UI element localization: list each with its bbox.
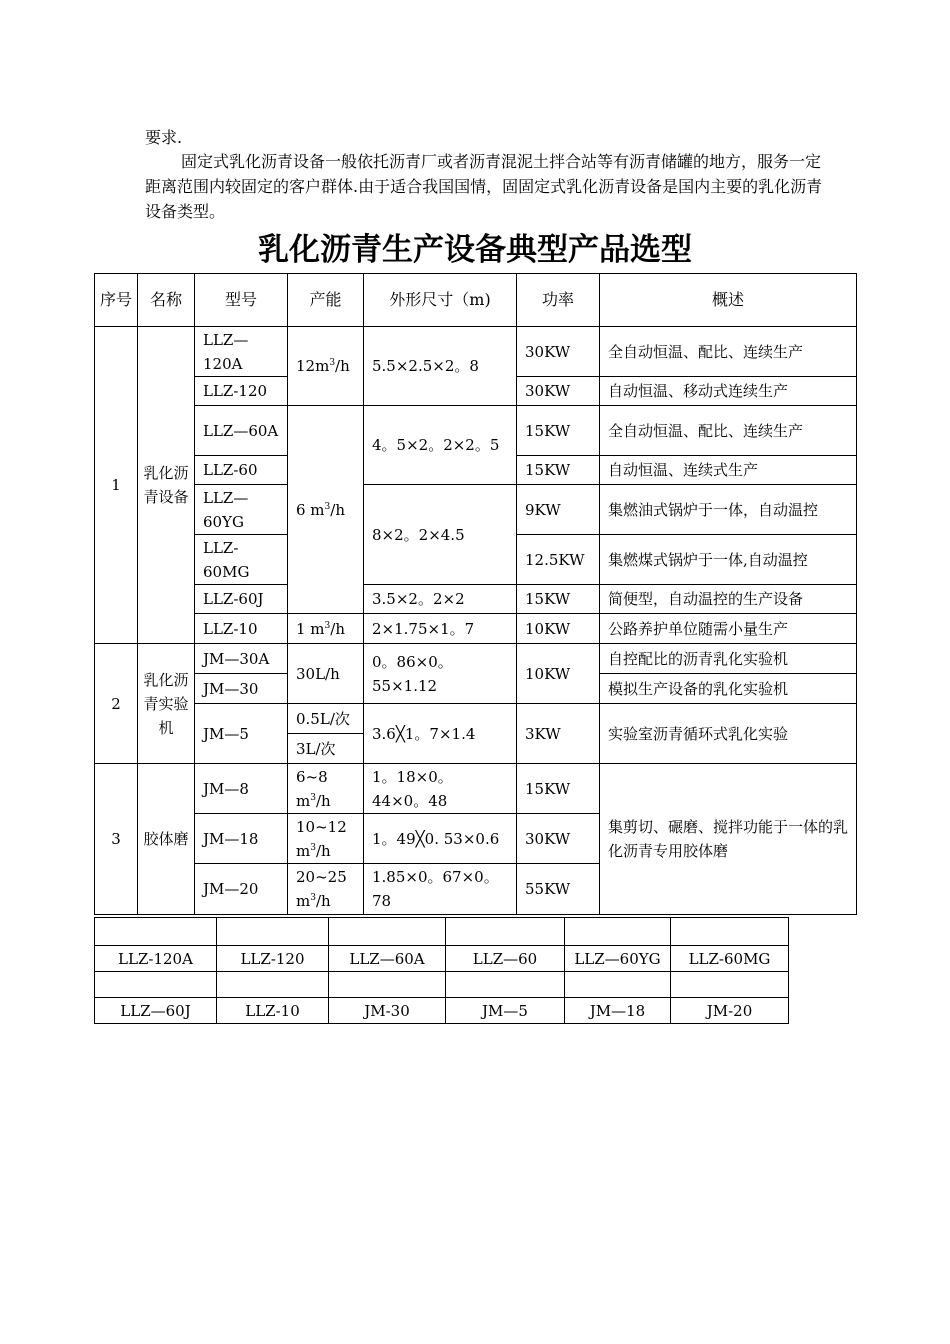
size-cell: 1.85×0。67×0。78	[364, 864, 517, 915]
desc-cell: 自动恒温、连续式生产	[600, 456, 857, 485]
model-cell: JM—5	[195, 704, 288, 764]
desc-cell: 自动恒温、移动式连续生产	[600, 377, 857, 406]
group-name: 乳化沥青设备	[138, 327, 195, 644]
model-cell: JM—8	[195, 764, 288, 814]
size-cell: 3.6╳1。7×1.4	[364, 704, 517, 764]
power-cell: 9KW	[517, 485, 600, 535]
image-cell	[217, 972, 329, 998]
power-cell: 15KW	[517, 764, 600, 814]
power-cell: 15KW	[517, 585, 600, 614]
image-cell	[671, 918, 789, 946]
page-title: 乳化沥青生产设备典型产品选型	[258, 232, 692, 268]
model-cell: JM—30	[195, 674, 288, 704]
model-cell: LLZ-60MG	[195, 535, 288, 585]
intro-paragraph: 固定式乳化沥青设备一般依托沥青厂或者沥青混泥土拌合站等有沥青储罐的地方，服务一定距离范围内较固定的客户群体.由于适合我国国情，固固定式乳化沥青设备是国内主要的乳化沥青设备类型。	[145, 152, 823, 221]
size-cell: 8×2。2×4.5	[364, 485, 517, 585]
size-cell: 1。49╳0. 53×0.6	[364, 814, 517, 864]
power-cell: 30KW	[517, 377, 600, 406]
table-row	[95, 704, 857, 734]
desc-cell: 公路养护单位随需小量生产	[600, 614, 857, 644]
model-cell: JM—30A	[195, 644, 288, 674]
image-cell	[446, 972, 565, 998]
intro-line: 要求.	[145, 128, 183, 147]
model-label: JM-20	[671, 998, 789, 1024]
table-row	[95, 644, 857, 674]
header-size: 外形尺寸（m)	[364, 274, 517, 327]
model-label: JM-30	[329, 998, 446, 1024]
group-no: 2	[95, 644, 138, 764]
image-cell	[329, 918, 446, 946]
image-cell	[565, 918, 671, 946]
model-label: LLZ-10	[217, 998, 329, 1024]
group-no: 3	[95, 764, 138, 915]
power-cell: 3KW	[517, 704, 600, 764]
image-cell	[446, 918, 565, 946]
model-label: LLZ—60	[446, 946, 565, 972]
group-name: 胶体磨	[138, 764, 195, 915]
desc-cell: 实验室沥青循环式乳化实验	[600, 704, 857, 764]
grid-blank-row	[95, 972, 789, 998]
table-row	[95, 614, 857, 644]
power-cell: 55KW	[517, 864, 600, 915]
model-cell: LLZ—60YG	[195, 485, 288, 535]
power-cell: 10KW	[517, 644, 600, 704]
size-cell: 1。18×0。44×0。48	[364, 764, 517, 814]
table-header-row	[95, 274, 857, 327]
table-row	[95, 764, 857, 814]
size-cell: 3.5×2。2×2	[364, 585, 517, 614]
capacity-cell: 3L/次	[288, 734, 364, 764]
desc-cell: 全自动恒温、配比、连续生产	[600, 406, 857, 456]
model-label: LLZ-120A	[95, 946, 217, 972]
model-cell: JM—18	[195, 814, 288, 864]
power-cell: 12.5KW	[517, 535, 600, 585]
image-cell	[95, 972, 217, 998]
model-label: LLZ—60A	[329, 946, 446, 972]
desc-cell: 集燃煤式锅炉于一体,自动温控	[600, 535, 857, 585]
desc-cell: 模拟生产设备的乳化实验机	[600, 674, 857, 704]
image-cell	[671, 972, 789, 998]
desc-cell: 简便型，自动温控的生产设备	[600, 585, 857, 614]
capacity-cell: 6~8 $m^3/h$	[288, 764, 364, 814]
header-power: 功率	[517, 274, 600, 327]
capacity-cell: 1 $m^3/h$	[288, 614, 364, 644]
group-no: 1	[95, 327, 138, 644]
power-cell: 15KW	[517, 406, 600, 456]
size-cell: 5.5×2.5×2。8	[364, 327, 517, 406]
model-cell: JM—20	[195, 864, 288, 915]
product-table	[94, 273, 857, 915]
power-cell: 30KW	[517, 814, 600, 864]
desc-cell: 全自动恒温、配比、连续生产	[600, 327, 857, 377]
model-image-grid	[94, 917, 789, 1024]
capacity-cell: 10~12 $m^3/h$	[288, 814, 364, 864]
capacity-cell: 6 $m^3/h$	[288, 406, 364, 614]
grid-label-row	[95, 998, 789, 1024]
group-name: 乳化沥青实验机	[138, 644, 195, 764]
header-desc: 概述	[600, 274, 857, 327]
image-cell	[95, 918, 217, 946]
header-name: 名称	[138, 274, 195, 327]
image-cell	[217, 918, 329, 946]
size-cell: 4。5×2。2×2。5	[364, 406, 517, 485]
table-row	[95, 406, 857, 456]
model-cell: LLZ-10	[195, 614, 288, 644]
image-cell	[565, 972, 671, 998]
model-label: LLZ-60MG	[671, 946, 789, 972]
table-row	[95, 327, 857, 377]
table-row	[95, 485, 857, 535]
header-model: 型号	[195, 274, 288, 327]
header-capacity: 产能	[288, 274, 364, 327]
desc-cell: 集剪切、碾磨、搅拌功能于一体的乳化沥青专用胶体磨	[600, 764, 857, 915]
table-row	[95, 585, 857, 614]
capacity-cell: 30L/h	[288, 644, 364, 704]
model-cell: LLZ—60A	[195, 406, 288, 456]
header-no: 序号	[95, 274, 138, 327]
grid-label-row	[95, 946, 789, 972]
model-cell: LLZ-60J	[195, 585, 288, 614]
power-cell: 30KW	[517, 327, 600, 377]
size-cell: 0。86×0。55×1.12	[364, 644, 517, 704]
desc-cell: 集燃油式锅炉于一体，自动温控	[600, 485, 857, 535]
model-label: LLZ-120	[217, 946, 329, 972]
model-cell: LLZ-120	[195, 377, 288, 406]
capacity-cell: 0.5L/次	[288, 704, 364, 734]
model-label: JM—18	[565, 998, 671, 1024]
grid-blank-row	[95, 918, 789, 946]
model-label: JM—5	[446, 998, 565, 1024]
model-cell: LLZ-60	[195, 456, 288, 485]
model-label: LLZ—60YG	[565, 946, 671, 972]
image-cell	[329, 972, 446, 998]
size-cell: 2×1.75×1。7	[364, 614, 517, 644]
power-cell: 15KW	[517, 456, 600, 485]
model-label: LLZ—60J	[95, 998, 217, 1024]
capacity-cell: $12m^3/h$	[288, 327, 364, 406]
power-cell: 10KW	[517, 614, 600, 644]
model-cell: LLZ—120A	[195, 327, 288, 377]
desc-cell: 自控配比的沥青乳化实验机	[600, 644, 857, 674]
capacity-cell: 20~25 $m^3/h$	[288, 864, 364, 915]
